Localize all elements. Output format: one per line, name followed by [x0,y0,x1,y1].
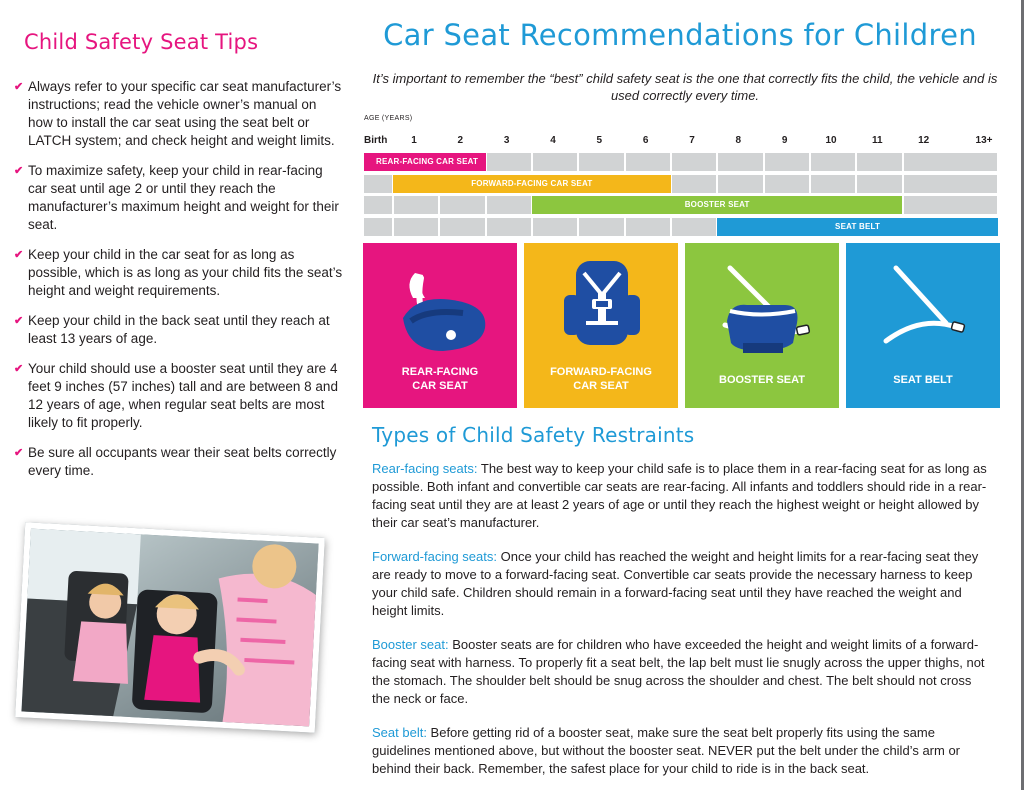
chart-grid-line [763,153,765,171]
chart-bar-label: BOOSTER SEAT [684,200,750,209]
tile-seat-belt [846,243,1000,408]
chart-tick-label: 11 [872,135,883,146]
chart-axis-label: AGE (YEARS) [364,115,413,122]
tips-column [14,30,344,492]
chart-grid-line [670,218,672,236]
chart-grid-line [809,153,811,171]
tile-label: REAR-FACING CAR SEAT [401,366,479,392]
chart-row [364,218,998,236]
restraint-text: Once your child has reached the weight and height limits for a rear-facing seat they are ready to move to a forward-facing seat. Convertible car seats provide the necessary harness to keep your child safe. Children should remain in a forward-facing seat until they have reached the weight and height limits. [372,549,979,618]
chart-tick-label: 9 [781,135,788,146]
chart-tick-label: 10 [825,135,837,146]
restraints-title: Types of Child Safety Restraints [372,423,695,447]
chart-tick-label: 6 [642,135,649,146]
tips-list [14,78,344,480]
chart-grid-line [670,153,672,171]
chart-grid-line [624,153,626,171]
tile-label: FORWARD-FACING CAR SEAT [550,366,652,392]
restraint-term: Rear-facing seats: [372,461,478,476]
chart-grid-line [763,175,765,193]
chart-grid-line [716,175,718,193]
chart-grid-line [855,175,857,193]
chart-bar-label: SEAT BELT [835,221,881,231]
tile-rear-facing-seat [363,243,517,408]
restraint-item [372,548,992,620]
tip-text: Keep your child in the car seat for as long as possible, which is as long as your child fits the seat’s height and weight requirements. [28,247,343,298]
tip-text: Always refer to your specific car seat manufacturer’s instructions; read the vehicle owner’s manual on how to install the car seat using the seat belt or LATCH system; and check height and weight limits. [28,79,342,148]
chart-grid-line [716,153,718,171]
restraint-term: Forward-facing seats: [372,549,497,564]
chart-tick-row [364,135,998,149]
chart-grid-line [902,153,904,171]
chart-grid-line [485,196,487,214]
chart-grid-line [624,218,626,236]
chart-bar [364,153,486,171]
chart-bar [717,218,998,236]
chart-grid-line [438,218,440,236]
restraint-item [372,724,992,778]
chart-tick-label: 13+ [975,135,993,146]
seat-type-tiles [363,243,999,408]
tip-text: Be sure all occupants wear their seat belts correctly every time. [28,445,337,478]
chart-grid-line [577,153,579,171]
chart-tick-label: 7 [689,135,695,146]
chart-grid-line [855,153,857,171]
restraint-item [372,460,992,532]
restraints-list [372,460,992,790]
tip-text: Your child should use a booster seat until they are 4 feet 9 inches (57 inches) tall and are between 8 and 12 years of age, when regular seat belts are most likely to fit properly. [28,361,338,430]
chart-bar [532,196,903,214]
recommendations-title: Car Seat Recommendations for Children [383,18,977,52]
chart-grid-line [438,196,440,214]
restraint-item [372,636,992,708]
chart-grid-line [997,153,999,171]
chart-grid-line [997,175,999,193]
recommendations-intro: It’s important to remember the “best” child safety seat is the one that correctly fits the child, the vehicle and is used correctly every time. [372,71,998,103]
chart-bar [393,175,671,193]
chart-tick-label: 4 [550,135,556,146]
chart-tick-label: 12 [918,135,930,146]
chart-bar-label: FORWARD-FACING CAR SEAT [471,178,593,188]
chart-tick-label: 8 [735,135,742,146]
tip-text: Keep your child in the back seat until they reach at least 13 years of age. [28,313,330,346]
restraint-term: Seat belt: [372,725,427,740]
age-chart [364,115,998,237]
chart-row [364,196,998,214]
tip-item [14,246,344,300]
chart-tick-label: 1 [411,135,417,146]
tile-label: SEAT BELT [893,374,953,386]
tip-item [14,78,344,150]
tip-item [14,360,344,432]
restraint-text: Booster seats are for children who have exceeded the height and weight limits of a forward-facing seat with harness. To properly fit a seat belt, the lap belt must lie snugly across the upper thighs, not the stomach. The shoulder belt should be snug across the shoulder and chest. The belt should not cross the neck or face. [372,637,985,706]
tips-title: Child Safety Seat Tips [24,30,259,54]
chart-tick-label: Birth [364,135,388,146]
chart-grid-line [809,175,811,193]
recommendations-column [360,0,1010,776]
restraint-text: The best way to keep your child safe is to place them in a rear-facing seat for as long as possible. Both infant and convertible car seats are rear-facing. All infants and toddlers should ride in a rear-facing seat until they are at least 2 years of age or until they reach the highest weight or height allowed by their car seat’s manufacturer. [372,461,987,530]
chart-row [364,153,998,171]
chart-grid-line [577,218,579,236]
chart-row [364,175,998,193]
chart-grid-line [902,175,904,193]
chart-grid-line [531,218,533,236]
checkmark-icon: ✔ [14,249,24,261]
chart-grid-line [392,218,394,236]
tip-item [14,444,344,480]
chart-grid-line [531,153,533,171]
car-seat-photo [15,522,325,732]
checkmark-icon: ✔ [14,165,24,177]
tile-forward-facing-seat [524,243,678,408]
tile-label: BOOSTER SEAT [719,374,805,386]
chart-tick-label: 3 [503,135,510,146]
checkmark-icon: ✔ [14,81,24,93]
checkmark-icon: ✔ [14,363,24,375]
chart-tick-label: 2 [457,135,464,146]
restraint-text: Before getting rid of a booster seat, make sure the seat belt properly fits using the same guidelines mentioned above, but without the booster seat. NEVER put the belt under the child’s arm or behind their back. Remember, the safest place for your child to ride is in the back seat. [372,725,961,776]
chart-bar-label: REAR-FACING CAR SEAT [376,157,479,166]
tip-text: To maximize safety, keep your child in rear-facing car seat until age 2 or until they reach the manufacturer’s maximum height and weight for their seat. [28,163,339,232]
checkmark-icon: ✔ [14,447,24,459]
car-seat-photo-illustration [21,529,325,733]
chart-tick-label: 5 [596,135,603,146]
chart-grid-line [392,196,394,214]
restraint-term: Booster seat: [372,637,449,652]
checkmark-icon: ✔ [14,315,24,327]
tip-item [14,162,344,234]
chart-grid-line [485,218,487,236]
tip-item [14,312,344,348]
tile-booster-seat [685,243,839,408]
chart-grid-line [997,196,999,214]
